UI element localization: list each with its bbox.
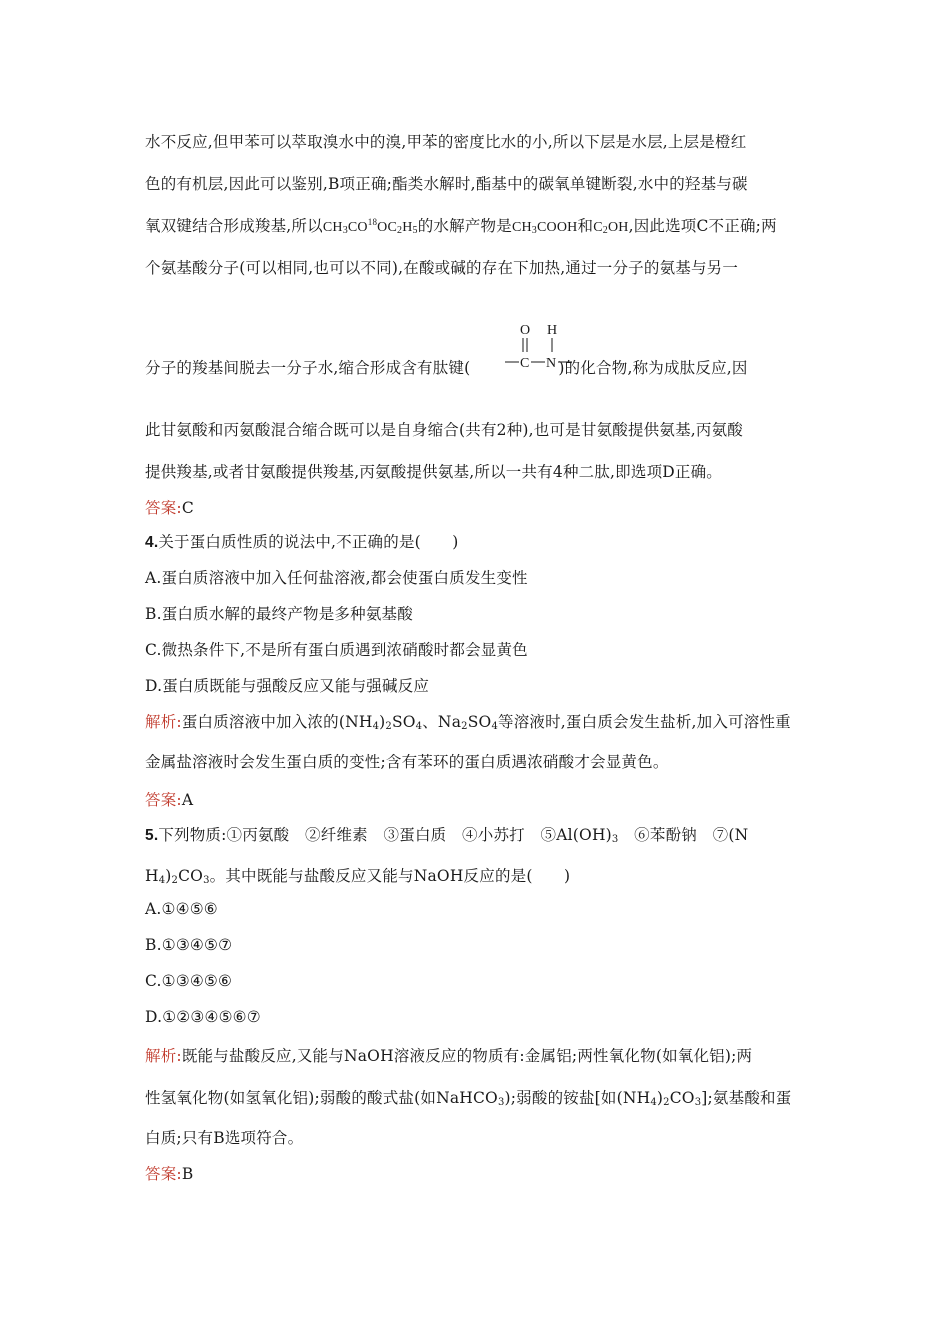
acetic-acid-formula: $CH_3COOH$ bbox=[511, 220, 578, 236]
answer-value: B bbox=[181, 1165, 194, 1183]
analysis-label: 解析: bbox=[145, 1047, 182, 1065]
q5-option-c: C.①③④⑤⑥ bbox=[145, 972, 233, 990]
q5-analysis-line-1: 解析:既能与盐酸反应,又能与NaOH溶液反应的物质有:金属铝;两性氧化物(如氧化铝);两 bbox=[145, 1047, 753, 1065]
q5-option-a: A.①④⑤⑥ bbox=[145, 900, 218, 918]
explanation-line-1: 水不反应,但甲苯可以萃取溴水中的溴,甲苯的密度比水的小,所以下层是水层,上层是橙红 bbox=[145, 133, 747, 151]
answer-label: 答案: bbox=[145, 1165, 182, 1183]
question-number: 5. bbox=[145, 827, 159, 844]
question-number: 4. bbox=[145, 534, 159, 551]
explanation-line-6: 此甘氨酸和丙氨酸混合缩合既可以是自身缩合(共有2种),也可是甘氨酸提供氨基,丙氨酸 bbox=[145, 421, 744, 439]
ester-formula: $CH_3CO^{18}OC_2H_5$ bbox=[322, 217, 418, 236]
explanation-line-4: 个氨基酸分子(可以相同,也可以不同),在酸或碱的存在下加热,通过一分子的氨基与另一 bbox=[145, 259, 739, 277]
analysis-label: 解析: bbox=[145, 713, 182, 731]
answer-label: 答案: bbox=[145, 499, 182, 517]
explanation-line-7: 提供羧基,或者甘氨酸提供羧基,丙氨酸提供氨基,所以一共有4种二肽,即选项D正确。 bbox=[145, 463, 722, 481]
question-4-stem: 4.关于蛋白质性质的说法中,不正确的是( ) bbox=[145, 533, 459, 551]
q4-option-b: B.蛋白质水解的最终产物是多种氨基酸 bbox=[145, 605, 413, 623]
peptide-bond-structure bbox=[500, 318, 580, 378]
question-5-stem-line-2: $H_4)_2CO_3$。其中既能与盐酸反应又能与NaOH反应的是( ) bbox=[145, 867, 571, 886]
answer-4 bbox=[145, 788, 193, 810]
q5-option-d: D.①②③④⑤⑥⑦ bbox=[145, 1008, 261, 1026]
peptide-oxygen-label: O bbox=[520, 323, 531, 338]
q4-option-a: A.蛋白质溶液中加入任何盐溶液,都会使蛋白质发生变性 bbox=[145, 569, 528, 587]
answer-value: C bbox=[181, 499, 194, 517]
answer-label: 答案: bbox=[145, 791, 182, 809]
answer-value: A bbox=[181, 791, 194, 809]
q4-option-c: C.微热条件下,不是所有蛋白质遇到浓硝酸时都会显黄色 bbox=[145, 641, 528, 659]
explanation-line-5: 分子的羧基间脱去一分子水,缩合形成含有肽键( )的化合物,称为成肽反应,因 bbox=[145, 359, 748, 377]
alcohol-formula: $C_2OH$ bbox=[593, 220, 629, 236]
peptide-nitrogen-label: N bbox=[546, 356, 557, 371]
question-5-stem-line-1: 5.下列物质:①丙氨酸 ②纤维素 ③蛋白质 ④小苏打 $⑤Al(OH)_3$ ⑥苯酚钠 ⑦(N bbox=[145, 826, 749, 845]
q4-option-d: D.蛋白质既能与强酸反应又能与强碱反应 bbox=[145, 677, 430, 695]
q4-analysis-line-1: 解析:蛋白质溶液中加入浓的$(NH_4)_2SO_4$、$Na_2SO_4$等溶液时,蛋白质会发生盐析,加入可溶性重 bbox=[145, 713, 791, 732]
explanation-line-3: 氧双键结合形成羧基,所以$CH_3CO^{18}OC_2H_5$的水解产物是$CH_3COOH$和$C_2OH$,因此选项C不正确;两 bbox=[145, 217, 777, 236]
q5-analysis-line-2: 性氢氧化物(如氢氧化铝);弱酸的酸式盐(如NaHCO$_3$);弱酸的铵盐[如$(NH_4)_2CO_3$];氨基酸和蛋 bbox=[145, 1089, 792, 1108]
answer-3 bbox=[145, 496, 194, 518]
explanation-line-2: 色的有机层,因此可以鉴别,B项正确;酯类水解时,酯基中的碳氧单键断裂,水中的羟基与碳 bbox=[145, 175, 748, 193]
answer-5 bbox=[145, 1162, 193, 1184]
q4-analysis-line-2: 金属盐溶液时会发生蛋白质的变性;含有苯环的蛋白质遇浓硝酸才会显黄色。 bbox=[145, 753, 669, 771]
peptide-carbon-label: C bbox=[520, 356, 530, 371]
q5-option-b: B.①③④⑤⑦ bbox=[145, 936, 233, 954]
peptide-hydrogen-label: H bbox=[547, 323, 558, 338]
q5-analysis-line-3: 白质;只有B选项符合。 bbox=[145, 1129, 304, 1147]
